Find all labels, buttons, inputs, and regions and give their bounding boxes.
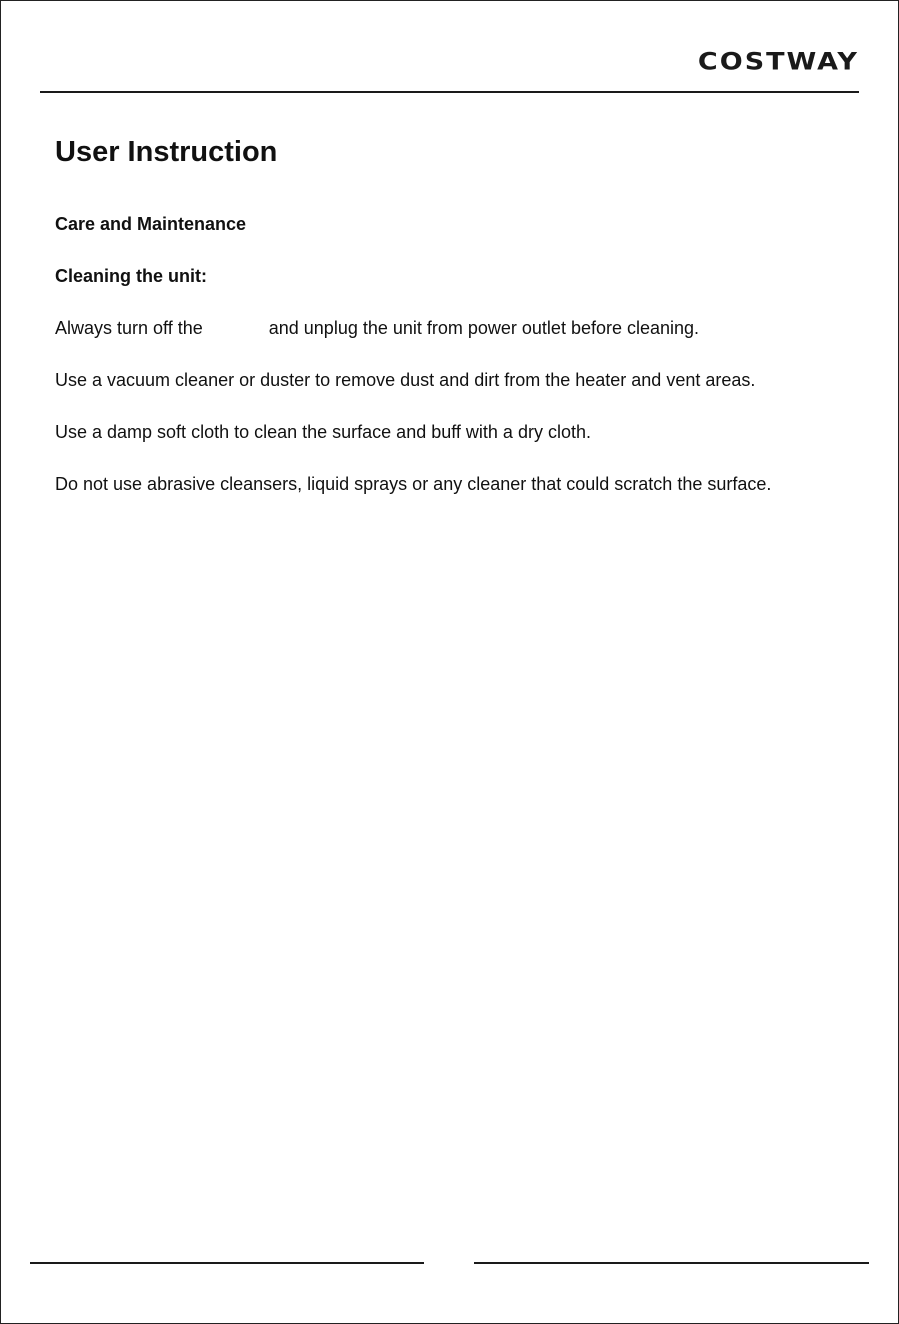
page-title: User Instruction <box>55 136 278 168</box>
instruction-line-1 <box>55 318 699 339</box>
instruction-line-1-start: Always turn off the <box>55 318 203 338</box>
instruction-line-2: Use a vacuum cleaner or duster to remove dust and dirt from the heater and vent areas. <box>55 370 756 390</box>
header-divider <box>40 91 859 93</box>
instruction-line-1-end: and unplug the unit from power outlet before cleaning. <box>268 318 700 338</box>
footer-divider-right <box>474 1262 869 1264</box>
instruction-line-3: Use a damp soft cloth to clean the surface and buff with a dry cloth. <box>55 422 591 442</box>
brand-logo: COSTWAY <box>697 48 859 76</box>
subsection-heading: Cleaning the unit: <box>55 266 207 286</box>
instruction-line-4: Do not use abrasive cleansers, liquid sprays or any cleaner that could scratch the surface. <box>55 474 772 494</box>
footer-divider-left <box>30 1262 424 1264</box>
section-heading: Care and Maintenance <box>55 214 247 234</box>
